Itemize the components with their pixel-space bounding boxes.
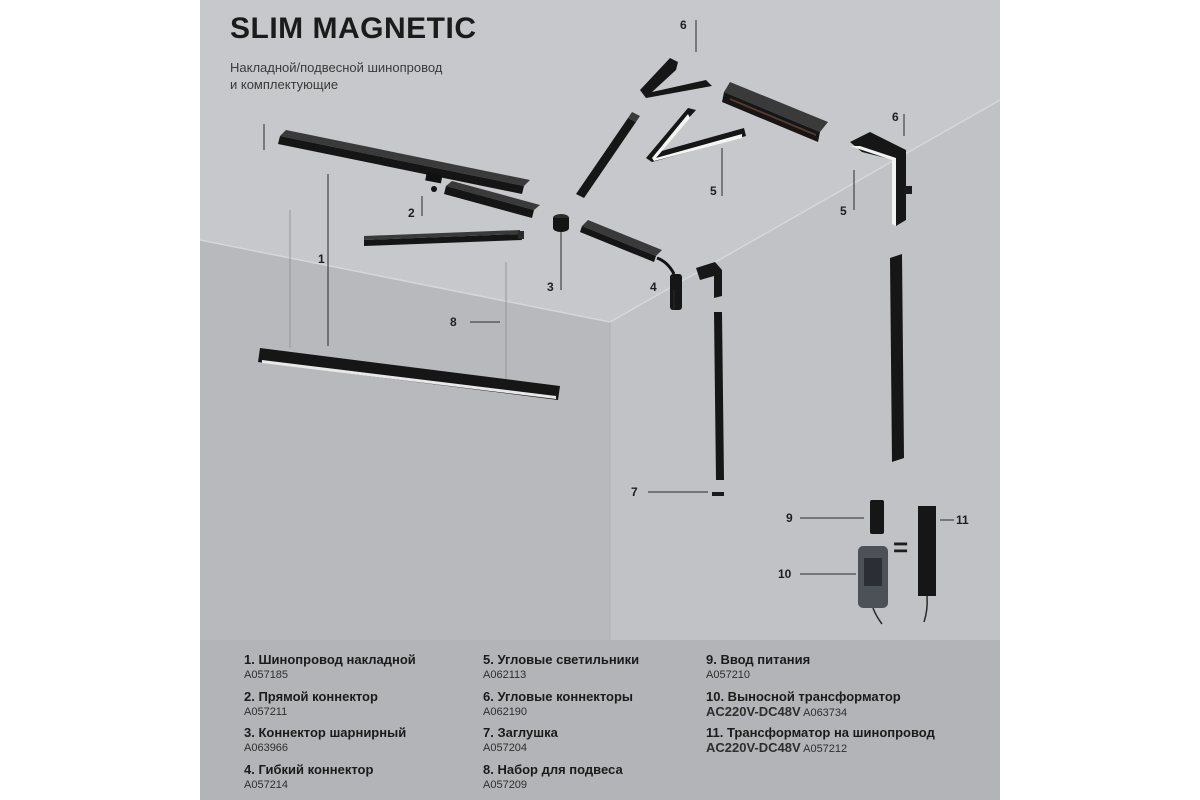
legend-item-title: 2. Прямой коннектор bbox=[244, 688, 378, 704]
callout-1: 1 bbox=[318, 252, 325, 266]
legend-item-title: 3. Коннектор шарнирный bbox=[244, 725, 407, 740]
legend-item-code: A057210 bbox=[706, 669, 751, 681]
page-title: SLIM MAGNETIC bbox=[230, 12, 477, 45]
legend-item-spec-line bbox=[706, 741, 935, 756]
callout-3: 3 bbox=[547, 280, 554, 294]
legend-item-code: A057211 bbox=[244, 705, 288, 718]
legend-item-title: 8. Набор для подвеса bbox=[483, 761, 623, 777]
subtitle-line-2: и комплектующие bbox=[230, 77, 339, 92]
legend-item-spec: AC220V-DC48V bbox=[706, 740, 801, 755]
legend-column-1 bbox=[244, 652, 416, 798]
legend-item bbox=[706, 725, 935, 762]
legend-item bbox=[483, 725, 639, 762]
legend-item-code: A063734 bbox=[803, 706, 848, 719]
legend-item-spec-line bbox=[706, 705, 935, 720]
legend-item-code: A062113 bbox=[483, 669, 527, 681]
legend-item-code: A063966 bbox=[244, 742, 289, 754]
callout-6-right: 6 bbox=[892, 110, 899, 124]
legend-item-title: 6. Угловые коннекторы bbox=[483, 688, 633, 704]
legend-item bbox=[244, 689, 416, 726]
legend-column-3 bbox=[706, 652, 935, 762]
legend-item-code: A057204 bbox=[483, 742, 528, 754]
legend-item bbox=[483, 652, 639, 689]
callout-11: 11 bbox=[956, 513, 969, 527]
legend-item-title: 7. Заглушка bbox=[483, 725, 558, 740]
power-input bbox=[870, 500, 884, 534]
legend-item-title: 11. Трансформатор на шинопровод bbox=[706, 725, 935, 740]
legend-item-title: 1. Шинопровод накладной bbox=[244, 652, 416, 667]
legend-item-code: A057214 bbox=[244, 778, 289, 791]
legend-item bbox=[244, 762, 416, 799]
legend-item-code: A057209 bbox=[483, 778, 528, 791]
product-card bbox=[200, 0, 1000, 800]
vertical-wall-track-right bbox=[890, 254, 904, 462]
legend-item bbox=[244, 652, 416, 689]
callout-10: 10 bbox=[778, 567, 792, 581]
legend-item-title: 5. Угловые светильники bbox=[483, 652, 640, 667]
legend-item-title: 10. Выносной трансформатор bbox=[706, 688, 901, 704]
legend-item-code: A057185 bbox=[244, 669, 289, 681]
callout-4: 4 bbox=[650, 280, 657, 294]
callout-5-top: 5 bbox=[710, 184, 717, 198]
legend-item bbox=[706, 652, 935, 689]
callout-9: 9 bbox=[786, 511, 793, 525]
equals-sign: = bbox=[893, 532, 909, 562]
callout-5-right: 5 bbox=[840, 204, 847, 218]
callout-7: 7 bbox=[631, 485, 638, 499]
legend-item-code: A062190 bbox=[483, 705, 528, 718]
parts-legend bbox=[200, 640, 1000, 800]
legend-item-title: 4. Гибкий коннектор bbox=[244, 761, 374, 777]
subtitle-line-1: Накладной/подвесной шинопровод bbox=[230, 60, 443, 75]
page-subtitle bbox=[230, 59, 510, 93]
legend-item bbox=[244, 725, 416, 762]
legend-item bbox=[483, 689, 639, 726]
legend-item bbox=[706, 689, 935, 726]
callout-2: 2 bbox=[408, 206, 415, 220]
legend-item-code: A057212 bbox=[803, 743, 848, 755]
legend-item-title: 9. Ввод питания bbox=[706, 652, 811, 667]
legend-item bbox=[483, 762, 639, 799]
hinge-connector bbox=[553, 214, 569, 232]
legend-item-spec: AC220V-DC48V bbox=[706, 703, 801, 719]
legend-column-2 bbox=[483, 652, 639, 798]
callout-6-top: 6 bbox=[680, 18, 687, 32]
callout-8: 8 bbox=[450, 315, 457, 329]
